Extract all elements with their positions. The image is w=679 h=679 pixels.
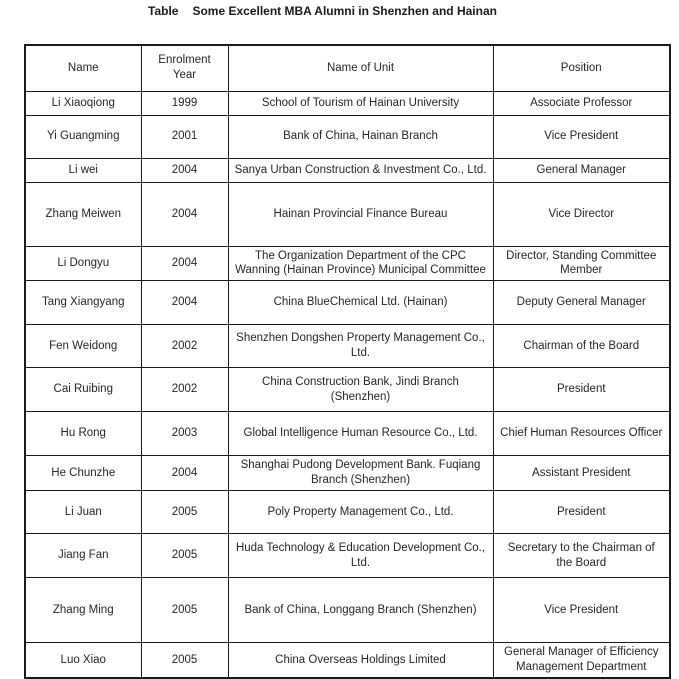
cell-position: General Manager [493,158,670,182]
cell-name-of-unit: Shenzhen Dongshen Property Management Co., Ltd. [228,325,493,368]
header-row [25,45,670,91]
cell-name-of-unit: School of Tourism of Hainan University [228,91,493,115]
column-header-enrolment-year: Enrolment Year [141,45,228,91]
cell-name-of-unit: Bank of China, Longgang Branch (Shenzhen) [228,578,493,643]
cell-name-of-unit: Hainan Provincial Finance Bureau [228,182,493,246]
cell-name: Li Dongyu [25,246,141,281]
cell-enrolment-year: 2004 [141,281,228,325]
cell-position: General Manager of Efficiency Management Department [493,643,670,678]
cell-name: He Chunzhe [25,456,141,491]
cell-name-of-unit: China BlueChemical Ltd. (Hainan) [228,281,493,325]
cell-enrolment-year: 2002 [141,368,228,412]
table-title-text: Some Excellent MBA Alumni in Shenzhen and Hainan [192,4,497,18]
cell-name: Li wei [25,158,141,182]
cell-enrolment-year: 2003 [141,412,228,456]
cell-position: Chief Human Resources Officer [493,412,670,456]
table-row [25,491,670,534]
cell-name: Li Xiaoqiong [25,91,141,115]
table-row [25,91,670,115]
cell-name: Yi Guangming [25,115,141,158]
cell-name: Fen Weidong [25,325,141,368]
cell-position: President [493,491,670,534]
cell-position: Deputy General Manager [493,281,670,325]
cell-name: Cai Ruibing [25,368,141,412]
cell-name: Zhang Meiwen [25,182,141,246]
table-row [25,115,670,158]
column-header-name-of-unit: Name of Unit [228,45,493,91]
column-header-name: Name [25,45,141,91]
cell-position: Vice Director [493,182,670,246]
cell-position: Secretary to the Chairman of the Board [493,534,670,578]
cell-name: Tang Xiangyang [25,281,141,325]
cell-name-of-unit: China Construction Bank, Jindi Branch (Shenzhen) [228,368,493,412]
cell-enrolment-year: 2005 [141,491,228,534]
cell-name-of-unit: Shanghai Pudong Development Bank. Fuqiang Branch (Shenzhen) [228,456,493,491]
cell-name-of-unit: Poly Property Management Co., Ltd. [228,491,493,534]
table-row [25,534,670,578]
alumni-table [24,44,671,679]
cell-name-of-unit: China Overseas Holdings Limited [228,643,493,678]
cell-name: Luo Xiao [25,643,141,678]
cell-name-of-unit: Sanya Urban Construction & Investment Co., Ltd. [228,158,493,182]
table-row [25,643,670,678]
cell-position: Associate Professor [493,91,670,115]
cell-name-of-unit: Huda Technology & Education Development Co., Ltd. [228,534,493,578]
table-row [25,281,670,325]
table-row [25,182,670,246]
cell-name: Li Juan [25,491,141,534]
table-row [25,158,670,182]
cell-enrolment-year: 2004 [141,456,228,491]
table-title-label: Table [148,4,179,18]
cell-name-of-unit: The Organization Department of the CPC Wanning (Hainan Province) Municipal Committee [228,246,493,281]
table-row [25,325,670,368]
cell-name-of-unit: Bank of China, Hainan Branch [228,115,493,158]
cell-position: Assistant President [493,456,670,491]
cell-enrolment-year: 2004 [141,246,228,281]
cell-position: Chairman of the Board [493,325,670,368]
cell-name-of-unit: Global Intelligence Human Resource Co., Ltd. [228,412,493,456]
table-title [0,4,645,18]
cell-enrolment-year: 2004 [141,158,228,182]
table-body [25,91,670,678]
cell-enrolment-year: 2005 [141,643,228,678]
cell-position: President [493,368,670,412]
table-row [25,456,670,491]
cell-name: Hu Rong [25,412,141,456]
cell-enrolment-year: 2004 [141,182,228,246]
table-row [25,368,670,412]
cell-enrolment-year: 2001 [141,115,228,158]
cell-position: Vice President [493,115,670,158]
cell-name: Zhang Ming [25,578,141,643]
cell-enrolment-year: 1999 [141,91,228,115]
column-header-position: Position [493,45,670,91]
table-row [25,246,670,281]
cell-enrolment-year: 2002 [141,325,228,368]
cell-enrolment-year: 2005 [141,534,228,578]
table-row [25,412,670,456]
cell-enrolment-year: 2005 [141,578,228,643]
cell-position: Vice President [493,578,670,643]
cell-name: Jiang Fan [25,534,141,578]
cell-position: Director, Standing Committee Member [493,246,670,281]
table-row [25,578,670,643]
